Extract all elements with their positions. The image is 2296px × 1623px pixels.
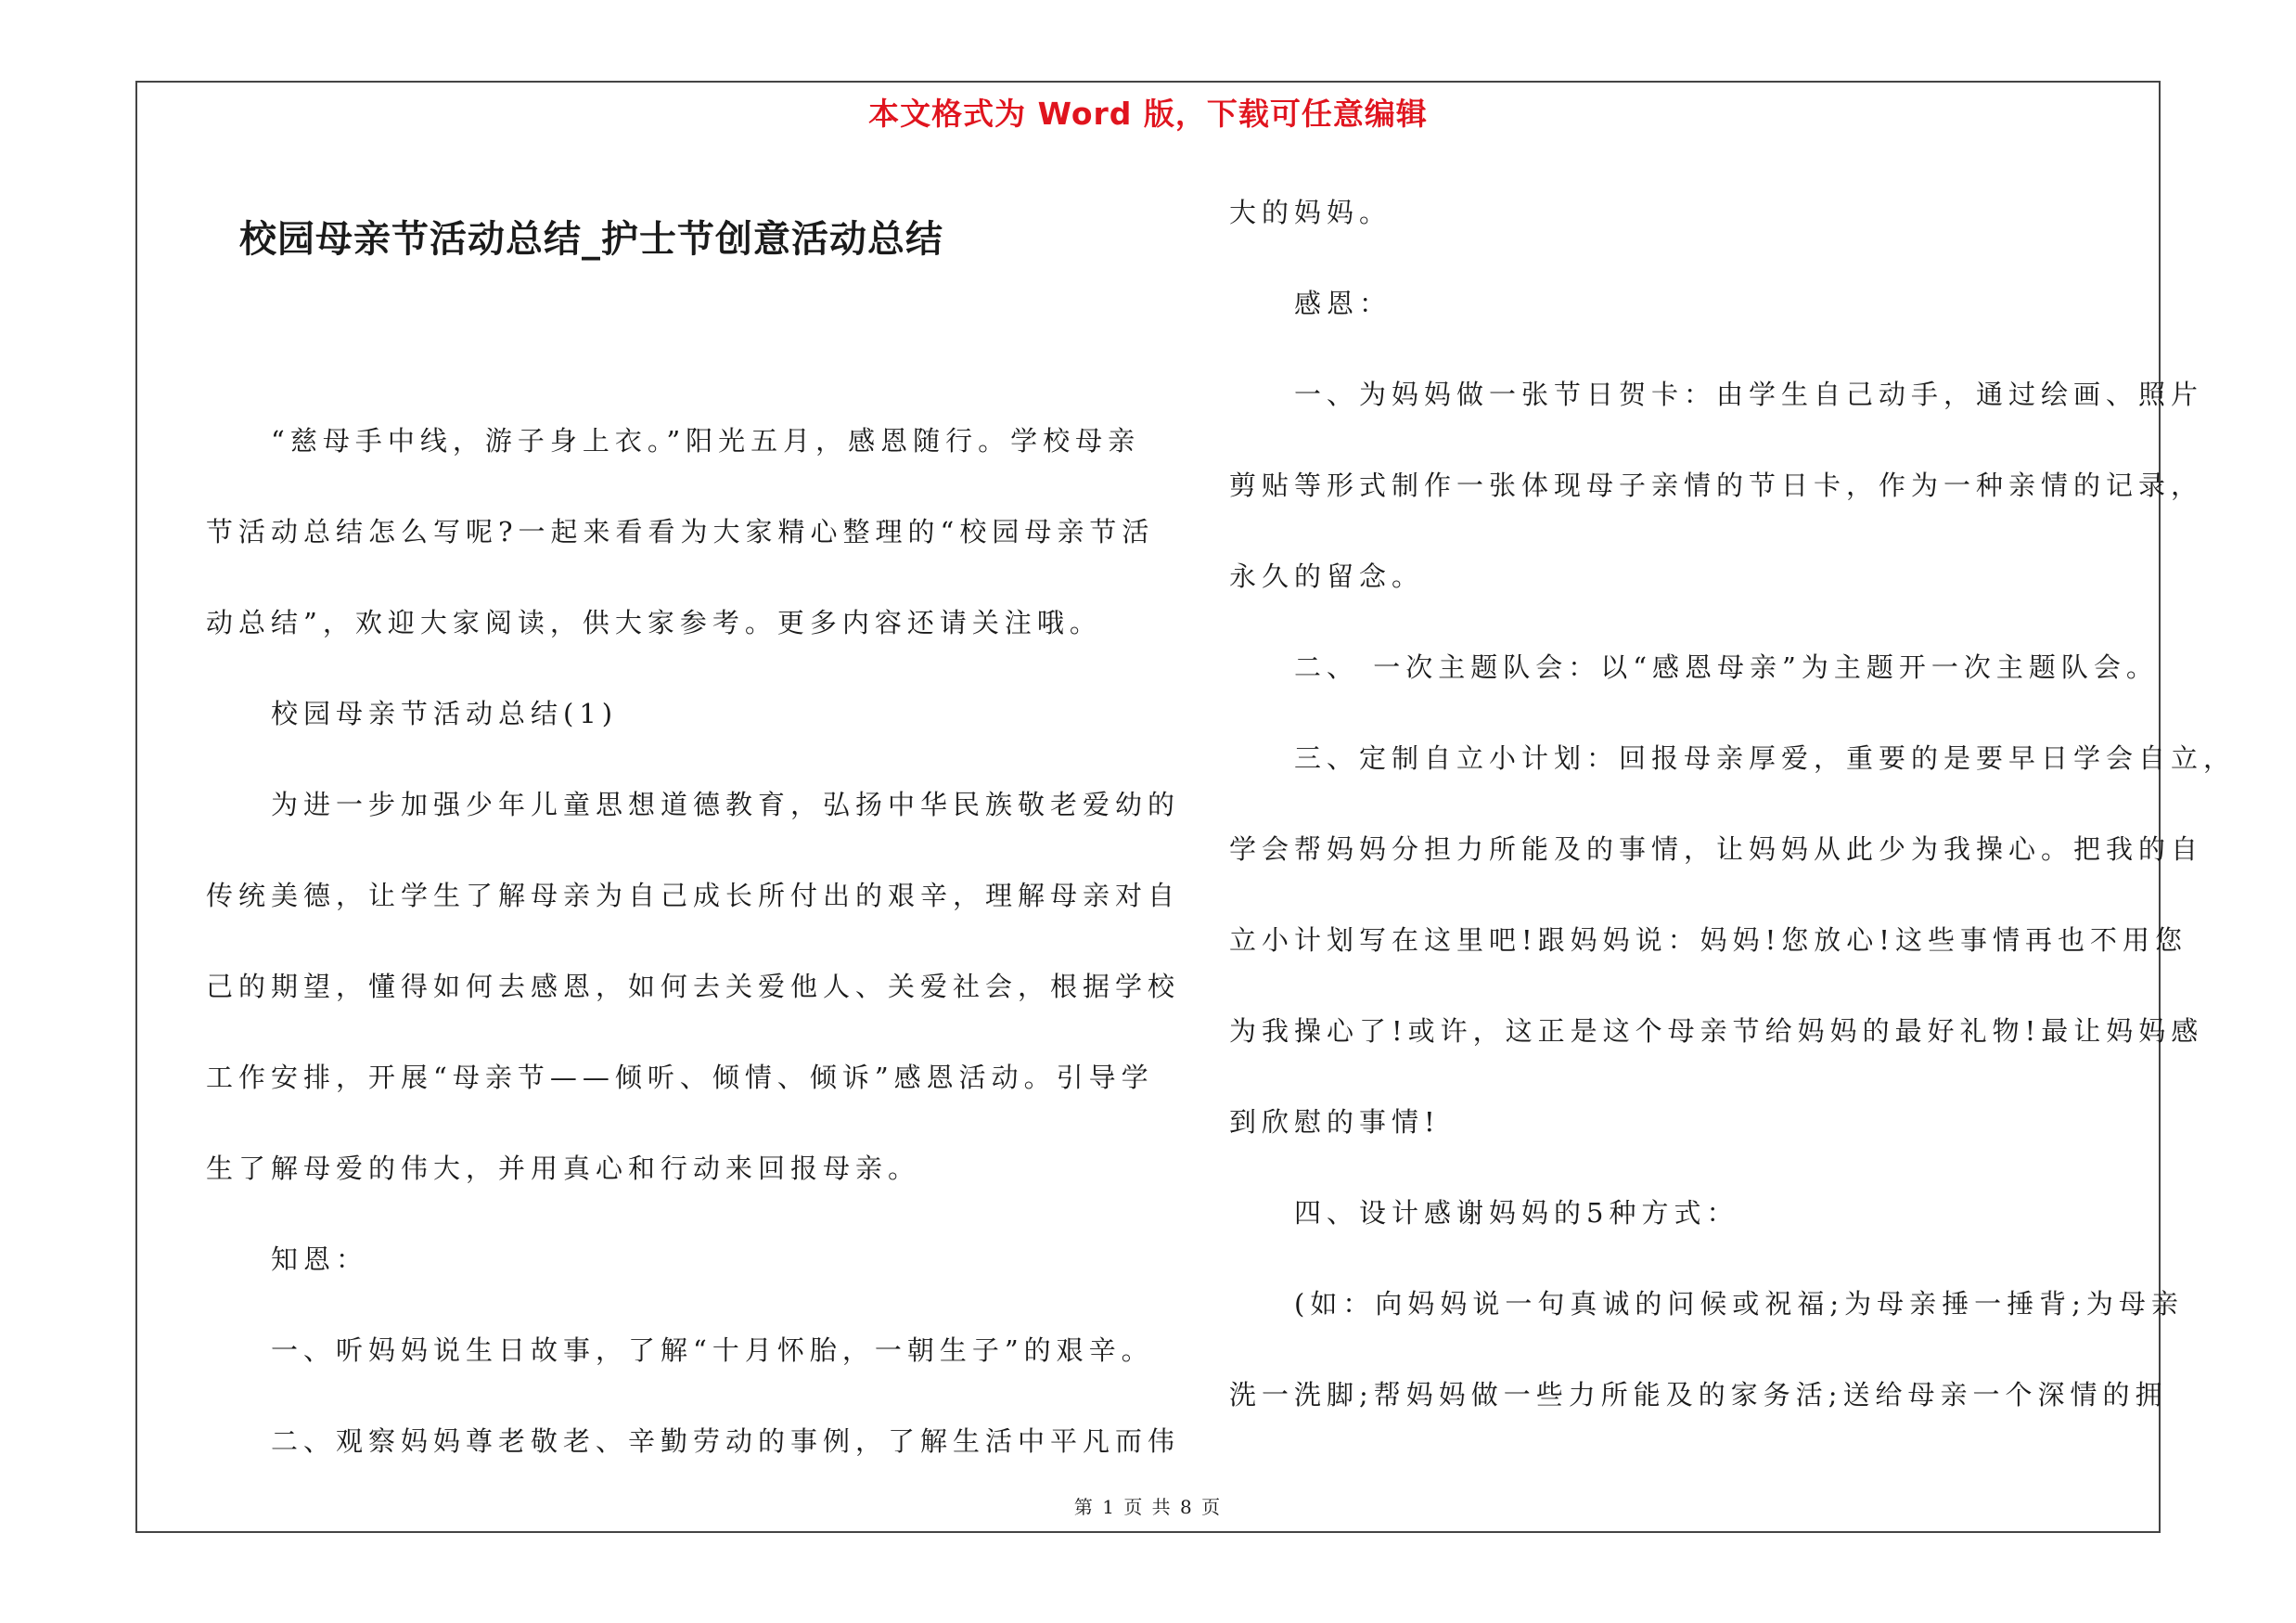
subheading-ganen: 感恩：	[1229, 288, 1392, 319]
paragraph-line: 一、为妈妈做一张节日贺卡：由学生自己动手，通过绘画、照片	[1229, 379, 2204, 410]
paragraph-line: 节活动总结怎么写呢?一起来看看为大家精心整理的“校园母亲节活	[206, 516, 1155, 547]
subheading-zhien: 知恩：	[206, 1243, 369, 1275]
paragraph-line: 剪贴等形式制作一张体现母子亲情的节日卡，作为一种亲情的记录，	[1229, 470, 2204, 501]
word-format-notice: 本文格式为 Word 版，下载可任意编辑	[868, 96, 1428, 132]
right-column	[1229, 167, 2237, 1440]
paragraph-line: 己的期望，懂得如何去感恩，如何去关爱他人、关爱社会，根据学校	[206, 971, 1181, 1002]
paragraph-line: 到欣慰的事情!	[1229, 1106, 1441, 1138]
paragraph-line: 学会帮妈妈分担力所能及的事情，让妈妈从此少为我操心。把我的自	[1229, 833, 2204, 865]
left-column	[206, 395, 1181, 1487]
paragraph-line: 动总结”，欢迎大家阅读，供大家参考。更多内容还请关注哦。	[206, 607, 1102, 638]
document-title: 校园母亲节活动总结_护士节创意活动总结	[239, 218, 943, 261]
paragraph-line: 传统美德，让学生了解母亲为自己成长所付出的艰辛，理解母亲对自	[206, 880, 1181, 911]
section-heading: 校园母亲节活动总结(1)	[206, 698, 619, 729]
paragraph-line: 生了解母爱的伟大，并用真心和行动来回报母亲。	[206, 1153, 921, 1184]
paragraph-line: 一、听妈妈说生日故事，了解“十月怀胎，一朝生子”的艰辛。	[206, 1334, 1154, 1366]
paragraph-line: 为我操心了!或许，这正是这个母亲节给妈妈的最好礼物!最让妈妈感	[1229, 1015, 2204, 1047]
paragraph-line: 永久的留念。	[1229, 560, 1425, 592]
paragraph-line: 为进一步加强少年儿童思想道德教育，弘扬中华民族敬老爱幼的	[206, 789, 1181, 820]
page-number: 第 1 页 共 8 页	[1073, 1496, 1223, 1518]
paragraph-line: 大的妈妈。	[1229, 197, 1392, 228]
paragraph-line: 洗一洗脚;帮妈妈做一些力所能及的家务活;送给母亲一个深情的拥	[1229, 1379, 2168, 1410]
paragraph-line: 立小计划写在这里吧!跟妈妈说：妈妈!您放心!这些事情再也不用您	[1229, 924, 2187, 956]
paragraph-line: 三、定制自立小计划：回报母亲厚爱，重要的是要早日学会自立，	[1229, 742, 2237, 774]
paragraph-line: “慈母手中线，游子身上衣。”阳光五月，感恩随行。学校母亲	[206, 425, 1141, 457]
paragraph-line: 工作安排，开展“母亲节——倾听、倾情、倾诉”感恩活动。引导学	[206, 1062, 1154, 1093]
paragraph-line: 四、设计感谢妈妈的5种方式：	[1229, 1197, 1739, 1229]
paragraph-line: 二、 一次主题队会：以“感恩母亲”为主题开一次主题队会。	[1229, 651, 2159, 683]
paragraph-line: 二、观察妈妈尊老敬老、辛勤劳动的事例，了解生活中平凡而伟	[206, 1425, 1181, 1457]
paragraph-line: (如：向妈妈说一句真诚的问候或祝福;为母亲捶一捶背;为母亲	[1229, 1288, 2184, 1320]
